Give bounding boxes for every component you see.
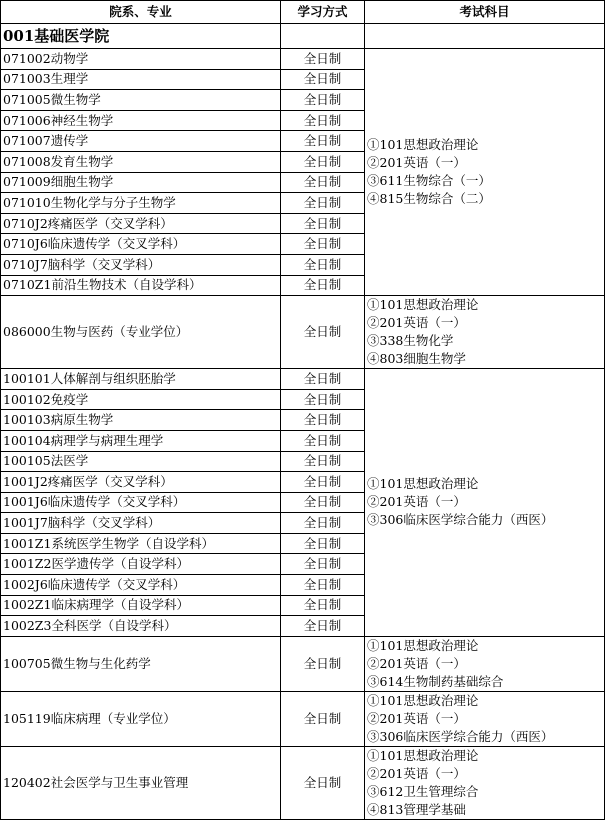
mode-cell: 全日制 <box>281 636 365 691</box>
major-cell: 100104病理学与病理生理学 <box>1 430 281 451</box>
major-cell: 100103病原生物学 <box>1 410 281 431</box>
exam-subjects-cell <box>365 691 605 746</box>
exam-subject: ③338生物化学 <box>367 333 454 349</box>
major-cell: 100101人体解剖与组织胚胎学 <box>1 369 281 390</box>
mode-cell: 全日制 <box>281 691 365 746</box>
exam-subject: ③306临床医学综合能力（西医） <box>367 728 554 744</box>
department-name: 001基础医学院 <box>1 24 281 49</box>
mode-cell: 全日制 <box>281 254 365 275</box>
exam-subject: ④815生物综合（二） <box>367 191 491 207</box>
major-cell: 1001Z1系统医学生物学（自设学科） <box>1 533 281 554</box>
mode-cell: 全日制 <box>281 492 365 513</box>
exam-subject: ②201英语（一） <box>367 655 466 671</box>
major-cell: 071010生物化学与分子生物学 <box>1 193 281 214</box>
exam-subject: ①101思想政治理论 <box>367 692 479 708</box>
mode-cell: 全日制 <box>281 533 365 554</box>
table-body <box>1 24 605 820</box>
mode-cell: 全日制 <box>281 49 365 70</box>
mode-cell: 全日制 <box>281 513 365 534</box>
major-cell: 071005微生物学 <box>1 90 281 111</box>
exam-subject: ①101思想政治理论 <box>367 637 479 653</box>
mode-cell: 全日制 <box>281 575 365 596</box>
major-cell: 1001Z2医学遗传学（自设学科） <box>1 554 281 575</box>
exam-subject: ②201英语（一） <box>367 155 466 171</box>
exam-subject: ①101思想政治理论 <box>367 297 479 313</box>
mode-cell: 全日制 <box>281 616 365 637</box>
exam-subjects-cell <box>365 49 605 296</box>
major-cell: 0710J2疼痛医学（交叉学科） <box>1 213 281 234</box>
mode-cell: 全日制 <box>281 430 365 451</box>
exam-subject: ④803细胞生物学 <box>367 351 466 367</box>
major-cell: 071008发育生物学 <box>1 151 281 172</box>
major-cell: 1001J7脑科学（交叉学科） <box>1 513 281 534</box>
department-row <box>1 24 605 49</box>
mode-cell: 全日制 <box>281 69 365 90</box>
table-row <box>1 636 605 691</box>
major-cell: 0710J6临床遗传学（交叉学科） <box>1 234 281 255</box>
major-cell: 0710J7脑科学（交叉学科） <box>1 254 281 275</box>
header-subjects: 考试科目 <box>365 1 605 24</box>
mode-cell: 全日制 <box>281 472 365 493</box>
mode-cell: 全日制 <box>281 234 365 255</box>
mode-cell: 全日制 <box>281 595 365 616</box>
exam-subject: ③614生物制药基础综合 <box>367 673 504 689</box>
exam-subject: ①101思想政治理论 <box>367 137 479 153</box>
table-row <box>1 691 605 746</box>
mode-cell: 全日制 <box>281 110 365 131</box>
major-cell: 071007遗传学 <box>1 131 281 152</box>
mode-cell: 全日制 <box>281 90 365 111</box>
mode-cell: 全日制 <box>281 369 365 390</box>
major-cell: 1001J2疼痛医学（交叉学科） <box>1 472 281 493</box>
major-cell: 1002J6临床遗传学（交叉学科） <box>1 575 281 596</box>
major-cell: 100102免疫学 <box>1 389 281 410</box>
exam-subject: ①101思想政治理论 <box>367 747 479 763</box>
mode-cell: 全日制 <box>281 193 365 214</box>
department-subject-cell <box>365 24 605 49</box>
exam-subject: ④813管理学基础 <box>367 801 466 817</box>
header-row <box>1 1 605 24</box>
table-row <box>1 296 605 369</box>
exam-subject: ②201英语（一） <box>367 315 466 331</box>
major-cell: 100705微生物与生化药学 <box>1 636 281 691</box>
mode-cell: 全日制 <box>281 172 365 193</box>
mode-cell: 全日制 <box>281 554 365 575</box>
major-cell: 100105法医学 <box>1 451 281 472</box>
exam-subjects-cell <box>365 296 605 369</box>
mode-cell: 全日制 <box>281 213 365 234</box>
exam-subject: ③611生物综合（一） <box>367 173 491 189</box>
major-cell: 071006神经生物学 <box>1 110 281 131</box>
mode-cell: 全日制 <box>281 410 365 431</box>
exam-subject: ③306临床医学综合能力（西医） <box>367 512 554 528</box>
mode-cell: 全日制 <box>281 131 365 152</box>
exam-subject: ②201英语（一） <box>367 710 466 726</box>
header-mode: 学习方式 <box>281 1 365 24</box>
major-cell: 1002Z3全科医学（自设学科） <box>1 616 281 637</box>
major-cell: 120402社会医学与卫生事业管理 <box>1 746 281 819</box>
major-cell: 0710Z1前沿生物技术（自设学科） <box>1 275 281 296</box>
exam-subjects-cell <box>365 746 605 819</box>
mode-cell: 全日制 <box>281 151 365 172</box>
exam-subject: ②201英语（一） <box>367 765 466 781</box>
table-row <box>1 49 605 70</box>
mode-cell: 全日制 <box>281 746 365 819</box>
table-row <box>1 746 605 819</box>
major-cell: 105119临床病理（专业学位） <box>1 691 281 746</box>
exam-subject: ①101思想政治理论 <box>367 476 479 492</box>
table-row <box>1 369 605 390</box>
exam-subject: ③612卫生管理综合 <box>367 783 479 799</box>
exam-subjects-cell <box>365 636 605 691</box>
major-cell: 1001J6临床遗传学（交叉学科） <box>1 492 281 513</box>
mode-cell: 全日制 <box>281 389 365 410</box>
mode-cell: 全日制 <box>281 275 365 296</box>
major-cell: 071002动物学 <box>1 49 281 70</box>
exam-subjects-cell <box>365 369 605 637</box>
header-dept: 院系、专业 <box>1 1 281 24</box>
department-mode-cell <box>281 24 365 49</box>
major-cell: 071003生理学 <box>1 69 281 90</box>
exam-subject: ②201英语（一） <box>367 494 466 510</box>
mode-cell: 全日制 <box>281 296 365 369</box>
major-cell: 1002Z1临床病理学（自设学科） <box>1 595 281 616</box>
mode-cell: 全日制 <box>281 451 365 472</box>
major-cell: 086000生物与医药（专业学位） <box>1 296 281 369</box>
major-cell: 071009细胞生物学 <box>1 172 281 193</box>
